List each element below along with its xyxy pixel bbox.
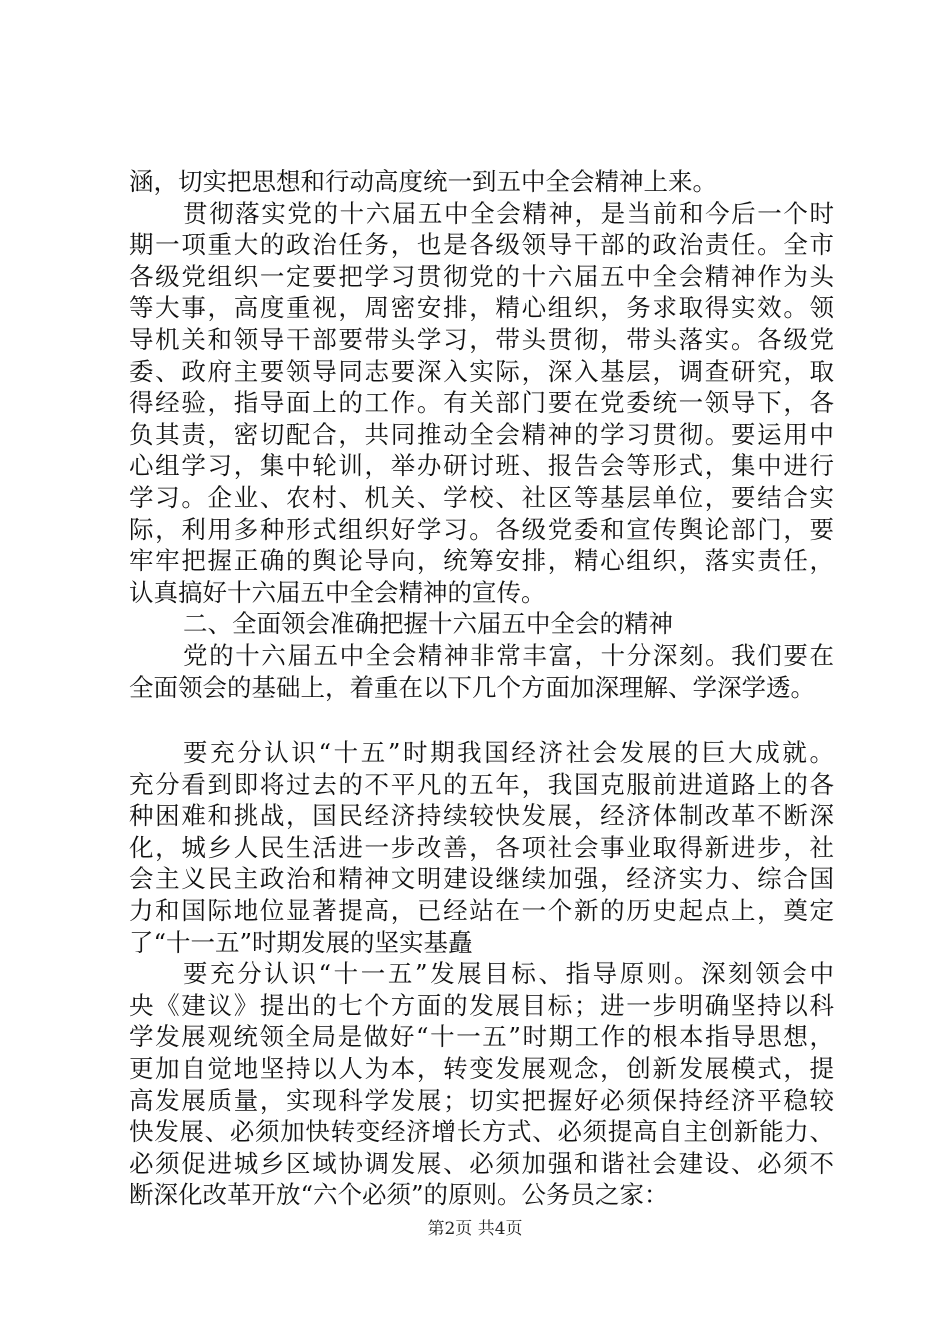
text-line: 涵，切实把思想和行动高度统一到五中全会精神上来。 [129,167,717,196]
text-line: 要充分认识“十一五”发展目标、指导原则。深刻领会中 [183,959,834,989]
text-line: 心组学习，集中轮训，举办研讨班、报告会等形式，集中进行 [129,451,834,481]
text-line: 学习。企业、农村、机关、学校、社区等基层单位，要结合实 [129,482,834,512]
text-line: 断深化改革开放“六个必须”的原则。公务员之家： [129,1180,669,1210]
text-line: 认真搞好十六届五中全会精神的宣传。 [129,577,546,607]
text-line: 力和国际地位显著提高，已经站在一个新的历史起点上，奠定 [129,896,834,926]
text-line: 央《建议》提出的七个方面的发展目标；进一步明确坚持以科 [129,990,834,1020]
text-line: 期一项重大的政治任务，也是各级领导干部的政治责任。全市 [129,230,834,260]
text-line: 化，城乡人民生活进一步改善，各项社会事业取得新进步，社 [129,832,834,862]
text-line: 等大事，高度重视，周密安排，精心组织，务求取得实效。领 [129,293,834,323]
text-line: 学发展观统领全局是做好“十一五”时期工作的根本指导思想， [129,1022,834,1052]
text-line: 充分看到即将过去的不平凡的五年，我国克服前进道路上的各 [129,769,834,799]
text-line: 际，利用多种形式组织好学习。各级党委和宣传舆论部门，要 [129,514,834,544]
text-line: 委、政府主要领导同志要深入实际，深入基层，调查研究，取 [129,356,834,386]
text-line: 会主义民主政治和精神文明建设继续加强，经济实力、综合国 [129,864,834,894]
paragraph-gap [129,703,834,737]
text-line: 牢牢把握正确的舆论导向，统筹安排，精心组织，落实责任， [129,546,834,576]
text-line: 全面领会的基础上，着重在以下几个方面加深理解、学深学透。 [129,672,815,702]
text-line: 导机关和领导干部要带头学习，带头贯彻，带头落实。各级党 [129,324,834,354]
text-line: 种困难和挑战，国民经济持续较快发展，经济体制改革不断深 [129,801,834,831]
text-line: 党的十六届五中全会精神非常丰富，十分深刻。我们要在 [183,640,834,670]
text-line: 各级党组织一定要把学习贯彻党的十六届五中全会精神作为头 [129,261,834,291]
text-line: 得经验，指导面上的工作。有关部门要在党委统一领导下，各 [129,388,834,418]
text-line: 快发展、必须加快转变经济增长方式、必须提高自主创新能力、 [129,1117,834,1147]
document-body [129,166,834,1211]
section-heading: 二、全面领会准确把握十六届五中全会的精神 [183,609,673,639]
page-number-footer: 第2页 共4页 [427,1219,523,1239]
text-line: 了“十一五”时期发展的坚实基矗 [129,927,473,957]
text-line: 更加自觉地坚持以人为本，转变发展观念，创新发展模式，提 [129,1054,834,1084]
text-line: 必须促进城乡区域协调发展、必须加强和谐社会建设、必须不 [129,1148,834,1178]
text-line: 要充分认识“十五”时期我国经济社会发展的巨大成就。 [183,738,834,768]
text-line: 贯彻落实党的十六届五中全会精神，是当前和今后一个时 [183,198,834,228]
text-line: 高发展质量，实现科学发展；切实把握好必须保持经济平稳较 [129,1085,834,1115]
text-line: 负其责，密切配合，共同推动全会精神的学习贯彻。要运用中 [129,419,834,449]
